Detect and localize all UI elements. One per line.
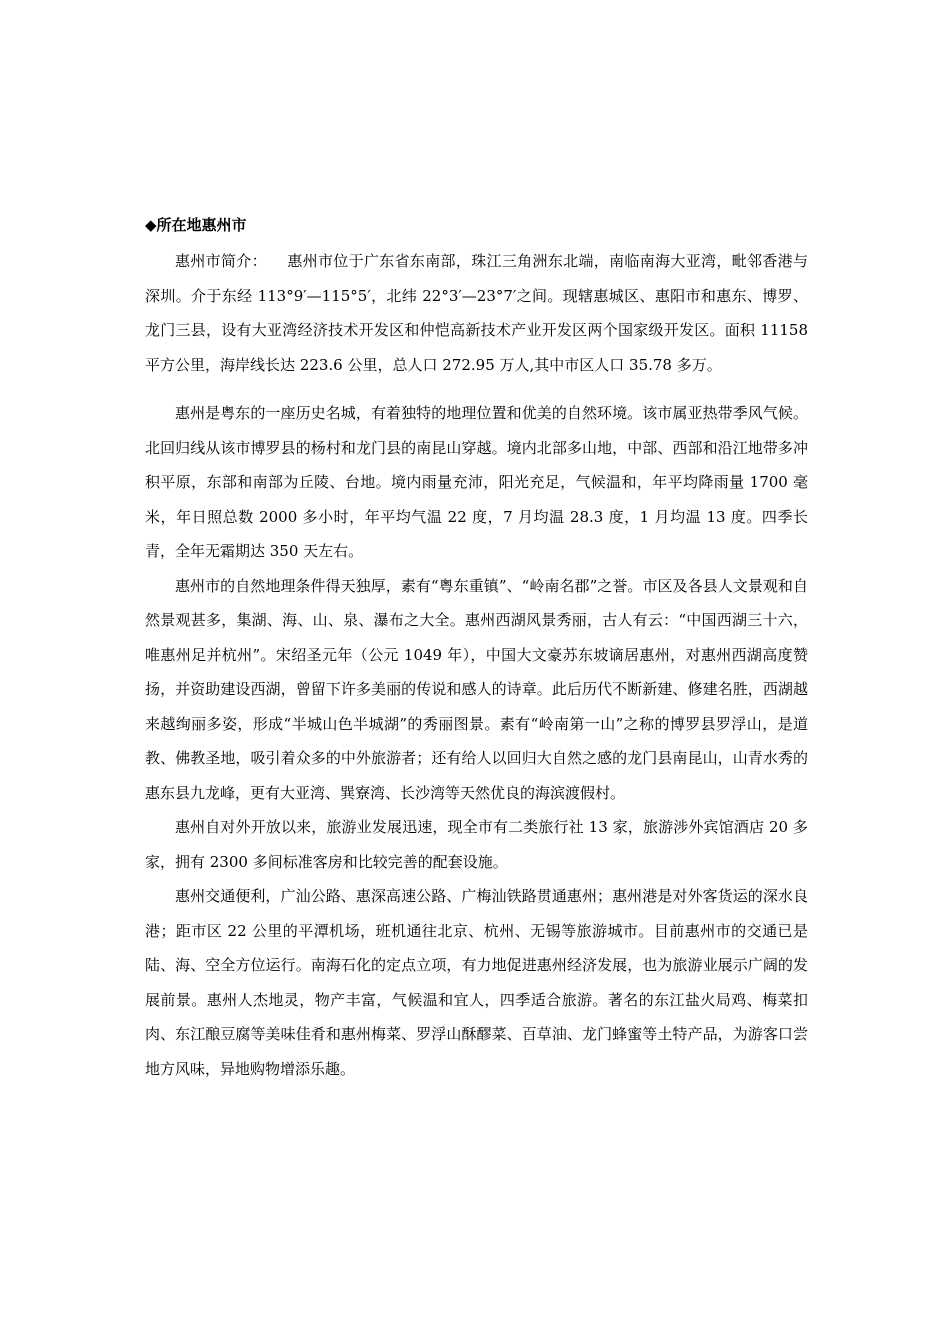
section-heading: ◆所在地惠州市 (145, 216, 247, 234)
paragraph-tourism: 惠州自对外开放以来，旅游业发展迅速，现全市有二类旅行社 13 家，旅游涉外宾馆酒店 20 多家，拥有 2300 多间标准客房和比较完善的配套设施。 (145, 818, 808, 871)
paragraph-scenery: 惠州市的自然地理条件得天独厚，素有“粤东重镇”、“岭南名郡”之誉。市区及各县人文景观和自然景观甚多，集湖、海、山、泉、瀑布之大全。惠州西湖风景秀丽，古人有云：“中国西湖三十六，唯惠州足并杭州”。宋绍圣元年（公元 1049 年），中国大文豪苏东坡谪居惠州，对惠州西湖高度赞扬，并资助建设西湖，曾留下许多美丽的传说和感人的诗章。此后历代不断新建、修建名胜，西湖越来越绚丽多姿，形成“半城山色半城湖”的秀丽图景。素有“岭南第一山”之称的博罗县罗浮山，是道教、佛教圣地，吸引着众多的中外旅游者；还有给人以回归大自然之感的龙门县南昆山，山青水秀的惠东县九龙峰，更有大亚湾、巽寮湾、长沙湾等天然优良的海滨渡假村。 (145, 576, 808, 802)
document-body (145, 210, 808, 1086)
paragraph-climate: 惠州是粤东的一座历史名城，有着独特的地理位置和优美的自然环境。该市属亚热带季风气候。北回归线从该市博罗县的杨村和龙门县的南昆山穿越。境内北部多山地，中部、西部和沿江地带多冲积平原，东部和南部为丘陵、台地。境内雨量充沛，阳光充足，气候温和，年平均降雨量 1700 毫米，年日照总数 2000 多小时，年平均气温 22 度，7 月均温 28.3 度，1 月均温 13 度。四季长青，全年无霜期达 350 天左右。 (145, 404, 808, 560)
paragraph-transport: 惠州交通便利，广汕公路、惠深高速公路、广梅汕铁路贯通惠州；惠州港是对外客货运的深水良港；距市区 22 公里的平潭机场，班机通往北京、杭州、无锡等旅游城市。目前惠州市的交通已是陆、海、空全方位运行。南海石化的定点立项，有力地促进惠州经济发展，也为旅游业展示广阔的发展前景。惠州人杰地灵，物产丰富，气候温和宜人，四季适合旅游。著名的东江盐火局鸡、梅菜扣肉、东江酿豆腐等美味佳肴和惠州梅菜、罗浮山酥醪菜、百草油、龙门蜂蜜等土特产品，为游客口尝地方风味，异地购物增添乐趣。 (145, 887, 808, 1078)
paragraph-intro (145, 244, 808, 382)
intro-text: 惠州市位于广东省东南部，珠江三角洲东北端，南临南海大亚湾，毗邻香港与深圳。介于东经 113°9′—115°5′，北纬 22°3′—23°7′之间。现辖惠城区、惠阳市和惠东、博罗、龙门三县，设有大亚湾经济技术开发区和仲恺高新技术产业开发区两个国家级开发区。面积 11158 平方公里，海岸线长达 223.6 公里，总人口 272.95 万人,其中市区人口 35.78 多万。 (145, 252, 808, 374)
intro-label: 惠州市简介： (175, 252, 267, 270)
